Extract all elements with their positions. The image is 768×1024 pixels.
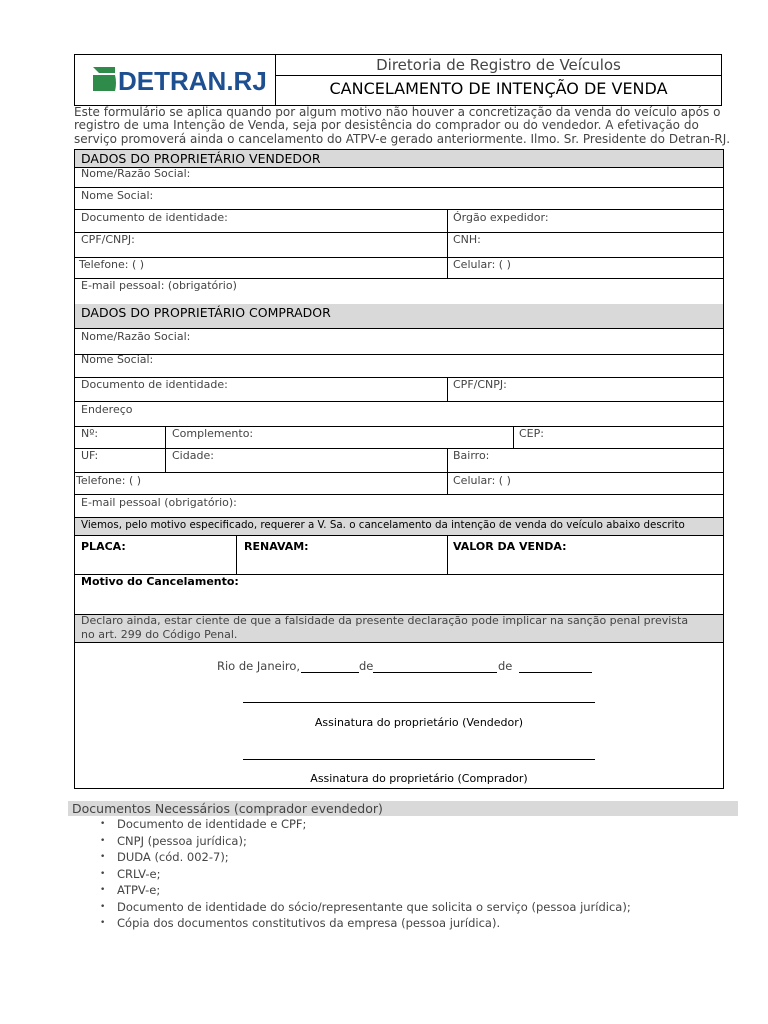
list-item: • CRLV-e;: [100, 866, 631, 883]
signature-city: Rio de Janeiro,: [217, 659, 301, 673]
detran-logo-icon: [75, 55, 275, 105]
request-form: [74, 149, 724, 789]
list-item: • DUDA (cód. 002-7);: [100, 849, 631, 866]
buyer-id-field[interactable]: Documento de identidade:: [81, 378, 228, 391]
intro-text: Este formulário se aplica quando por algum motivo não houver a concretização da venda do veículo após o registro de uma Intenção de Venda, seja por desistência do comprador ou do vendedor. A efetivação do serviço promoverá ainda o cancelamento do ATPV-e gerado anteriormente. Ilmo. Sr. Presidente do Detran-RJ.: [74, 105, 731, 146]
buyer-district-field[interactable]: Bairro:: [453, 449, 490, 462]
form-title: CANCELAMENTO DE INTENÇÃO DE VENDA: [329, 79, 668, 98]
buyer-city-field[interactable]: Cidade:: [172, 449, 214, 462]
seller-cnh-field[interactable]: CNH:: [453, 233, 481, 246]
documents-title: Documentos Necessários (comprador evendedor): [68, 801, 738, 816]
buyer-address-field[interactable]: Endereço: [81, 403, 133, 416]
buyer-social-name-field[interactable]: Nome Social:: [81, 353, 154, 366]
buyer-phone-field[interactable]: Telefone: ( ): [76, 474, 142, 487]
buyer-uf-field[interactable]: UF:: [81, 449, 99, 462]
buyer-complement-field[interactable]: Complemento:: [172, 427, 254, 440]
renavam-field[interactable]: RENAVAM:: [244, 540, 309, 553]
seller-name-field[interactable]: Nome/Razão Social:: [81, 167, 191, 180]
cancel-reason-field[interactable]: Motivo do Cancelamento:: [81, 575, 239, 588]
seller-mobile-field[interactable]: Celular: ( ): [453, 258, 511, 271]
sale-value-field[interactable]: VALOR DA VENDA:: [453, 540, 567, 553]
seller-signature-line[interactable]: [243, 702, 595, 703]
agency-name: Diretoria de Registro de Veículos: [276, 55, 721, 76]
logo-text: DETRAN.RJ: [118, 66, 267, 96]
buyer-signature-line[interactable]: [243, 759, 595, 760]
seller-id-field[interactable]: Documento de identidade:: [81, 211, 228, 224]
seller-email-field[interactable]: E-mail pessoal: (obrigatório): [81, 279, 237, 292]
seller-cpf-field[interactable]: CPF/CNPJ:: [81, 233, 135, 246]
buyer-cep-field[interactable]: CEP:: [519, 427, 544, 440]
plate-field[interactable]: PLACA:: [81, 540, 126, 553]
buyer-mobile-field[interactable]: Celular: ( ): [453, 474, 511, 487]
date-de-2: de: [498, 659, 513, 673]
buyer-number-field[interactable]: Nº:: [81, 427, 99, 440]
form-header: [74, 54, 722, 106]
date-de-1: de: [359, 659, 374, 673]
seller-issuer-field[interactable]: Órgão expedidor:: [453, 211, 549, 224]
seller-phone-field[interactable]: Telefone: ( ): [79, 258, 145, 271]
seller-section-title: DADOS DO PROPRIETÁRIO VENDEDOR: [81, 151, 321, 166]
buyer-name-field[interactable]: Nome/Razão Social:: [81, 330, 191, 343]
request-statement: Viemos, pelo motivo especificado, requerer a V. Sa. o cancelamento da intenção de venda do veículo abaixo descrito: [81, 519, 685, 531]
declaration-text: Declaro ainda, estar ciente de que a falsidade da presente declaração pode implicar na sanção penal prevista no art. 299 do Código Penal.: [81, 614, 689, 641]
list-item: • Documento de identidade do sócio/representante que solicita o serviço (pessoa jurídica);: [100, 899, 631, 916]
buyer-signature-label: Assinatura do proprietário (Comprador): [310, 772, 528, 785]
buyer-section-title: DADOS DO PROPRIETÁRIO COMPRADOR: [81, 305, 331, 320]
list-item: • Documento de identidade e CPF;: [100, 816, 631, 833]
list-item: • CNPJ (pessoa jurídica);: [100, 833, 631, 850]
buyer-email-field[interactable]: E-mail pessoal (obrigatório):: [81, 496, 237, 509]
seller-social-name-field[interactable]: Nome Social:: [81, 189, 154, 202]
documents-list: [100, 816, 631, 932]
list-item: • ATPV-e;: [100, 882, 631, 899]
detran-logo: [75, 55, 276, 105]
buyer-cpf-field[interactable]: CPF/CNPJ:: [453, 378, 507, 391]
seller-signature-label: Assinatura do proprietário (Vendedor): [314, 716, 524, 729]
list-item: • Cópia dos documentos constitutivos da empresa (pessoa jurídica).: [100, 915, 631, 932]
